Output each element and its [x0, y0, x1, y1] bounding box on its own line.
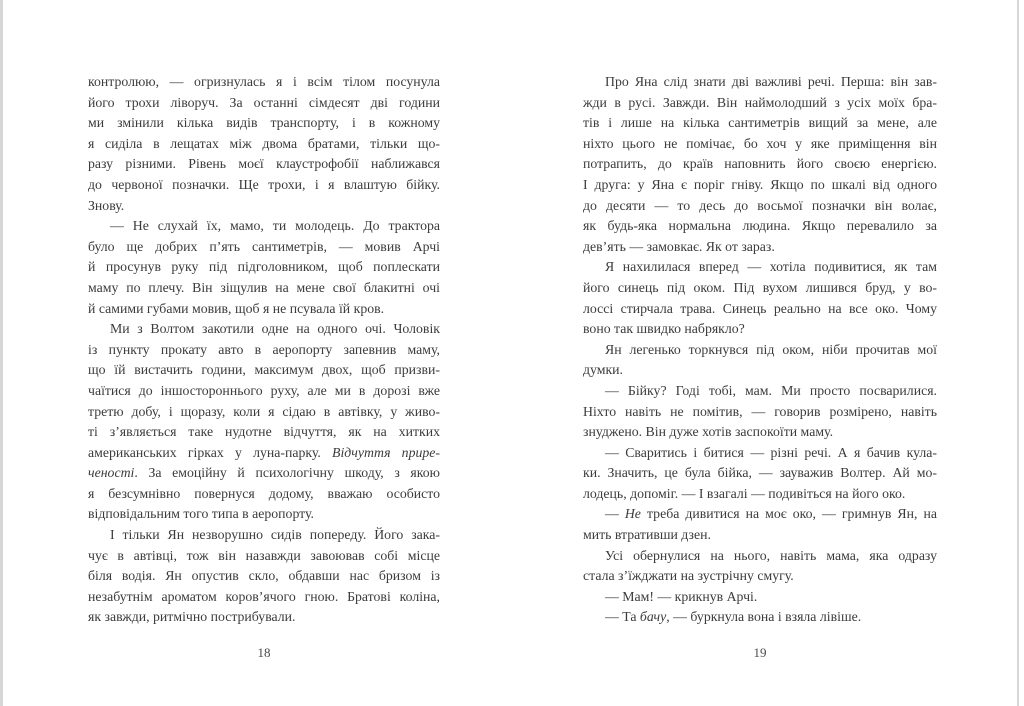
text-line: його трохи ліворуч. За останні сімдесят дві години	[88, 94, 440, 110]
text-line: чує в автівці, тож він назавжди завоював собі місце	[88, 547, 440, 563]
text-line: чаїтися до іншостороннього руху, але ми в дорозі вже	[88, 382, 440, 398]
right-page-edge	[1017, 0, 1019, 706]
text-line: контролюю, — огризнулась я і всім тілом посунула	[88, 74, 440, 89]
text-line: — Не треба дивитися на моє око, — гримнув Ян, на	[605, 506, 937, 522]
text-line: й просунув руку під підголовником, щоб поплескати	[88, 259, 440, 275]
text-line: потрапить, до країв наповнить його своєю енергією.	[583, 156, 937, 172]
text-line: із пункту прокату авто в аеропорту запевнив маму,	[88, 341, 440, 357]
text-line: тів і лише на кілька сантиметрів вищий за мене, але	[583, 115, 937, 131]
text-line: стала з’їжджати на зустрічну смугу.	[583, 568, 794, 584]
page-right	[583, 72, 937, 628]
text-line: І друга: у Яна є поріг гніву. Якщо по шкалі від одного	[583, 176, 937, 192]
text-line: Я нахилилася вперед — хотіла подивитися, як там	[605, 259, 937, 275]
text-line: — Бійку? Годі тобі, мам. Ми просто посварилися.	[605, 382, 937, 398]
text-line: ченості. За емоційну й психологічну шкоду, з якою	[88, 465, 440, 481]
left-page-edge	[0, 0, 3, 706]
text-line: до десяти — то десь до восьмої позначки він волає,	[583, 197, 937, 213]
text-line: й самими губами мовив, щоб я не псувала їй кров.	[88, 300, 385, 316]
text-line: ми змінили кілька видів транспорту, і в кожному	[88, 115, 440, 131]
page-right-text	[583, 72, 937, 628]
text-line: я сиділа в лещатах між двома братами, тільки що-	[88, 135, 440, 151]
text-line: ті з’являється таке нудотне відчуття, як на хитких	[88, 424, 440, 440]
text-line: незабутнім ароматом коров’ячого гною. Братові коліна,	[88, 588, 440, 604]
text-line: разу різними. Рівень моєї клаустрофобії наближався	[88, 156, 440, 172]
text-line: лодець, допоміг. — І взагалі — подивіться на його око.	[583, 485, 906, 501]
page-left-text	[88, 72, 440, 628]
page-number-right: 19	[753, 645, 767, 660]
text-line: І тільки Ян незворушно сидів попереду. Його зака-	[110, 527, 440, 543]
text-line: лоссі стирчала трава. Синець реально на все око. Чому	[583, 300, 937, 316]
text-line: що їй вистачить години, максимум двох, щоб призви-	[88, 362, 440, 378]
text-line: Ніхто навіть не помітив, — говорив розмірено, навіть	[583, 403, 937, 419]
text-line: я безсумнівно повернуся додому, вважаю особисто	[88, 485, 440, 501]
text-line: жди в русі. Завжди. Він наймолодший з усіх моїх бра-	[583, 94, 937, 110]
text-line: — Мам! — крикнув Арчі.	[605, 588, 758, 604]
text-line: Усі обернулися на нього, навіть мама, яка одразу	[605, 547, 937, 563]
text-line: ніхто цього не помічає, бо хоч у яке приміщення він	[583, 135, 937, 151]
text-line: було ще добрих п’ять сантиметрів, — мовив Арчі	[88, 238, 440, 254]
text-line: Знову.	[88, 197, 125, 213]
text-line: дев’ять — замовкає. Як от зараз.	[583, 238, 775, 254]
text-line: думки.	[583, 362, 624, 378]
text-line: ки. Значить, це була бійка, — зауважив Волтер. Ай мо-	[583, 465, 937, 481]
text-line: до червоної позначки. Ще трохи, і я влаштую бійку.	[88, 176, 440, 192]
text-line: Про Яна слід знати дві важливі речі. Перша: він зав-	[605, 74, 937, 89]
text-line: його синець під оком. Під вухом лишився бруд, у во-	[583, 279, 937, 295]
text-line: як завжди, ритмічно пострибували.	[88, 609, 296, 625]
page-number-left: 18	[257, 645, 271, 660]
text-line: Ми з Волтом закотили одне на одного очі. Чоловік	[110, 321, 440, 337]
text-line: третю добу, і щоразу, коли я сідаю в автівку, у живо-	[88, 403, 440, 419]
text-line: — Не слухай їх, мамо, ти молодець. До трактора	[110, 218, 440, 234]
text-line: відповідальним того типа в аеропорту.	[88, 506, 314, 522]
text-line: — Сваритись і битися — різні речі. А я бачив кула-	[605, 444, 937, 460]
text-line: — Та бачу, — буркнула вона і взяла лівіше.	[605, 609, 862, 625]
text-line: біля водія. Ян опустив скло, обдавши нас бризом із	[88, 568, 440, 584]
text-line: американських гірках у луна-парку. Відчуття прире-	[88, 444, 440, 460]
text-line: знуджено. Він дуже хотів заспокоїти маму.	[583, 424, 834, 440]
text-line: маму по плечу. Він зіщулив на мене свої блакитні очі	[88, 279, 440, 295]
text-line: мить втративши дзен.	[583, 527, 711, 543]
text-line: Ян легенько торкнувся під оком, ніби прочитав мої	[605, 341, 937, 357]
text-line: воно так швидко набрякло?	[583, 321, 745, 337]
text-line: як будь-яка нормальна людина. Якщо перевалило за	[583, 218, 937, 234]
page-left	[88, 72, 440, 628]
